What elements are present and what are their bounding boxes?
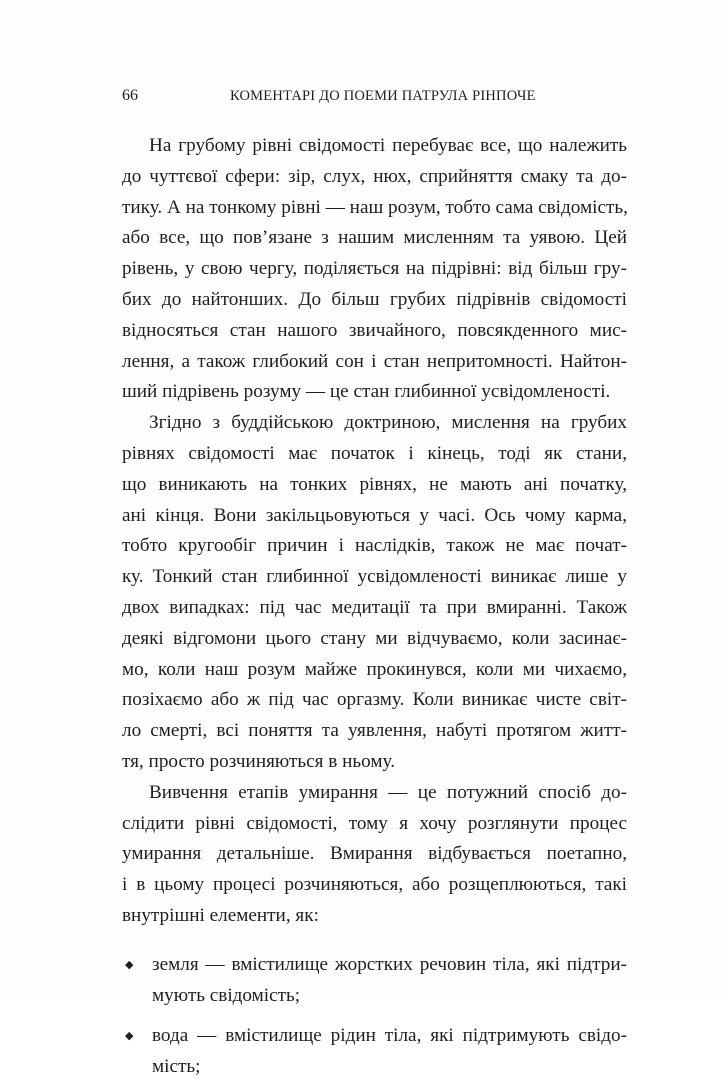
- text-line: лення, а також глибокий сон і стан непритомності. Найтон-: [122, 350, 627, 372]
- diamond-bullet-icon: ◆: [125, 958, 134, 971]
- text-line: слідити рівні свідомості, тому я хочу розглянути процес: [122, 812, 627, 834]
- text-line: рівень, у свою чергу, поділяється на підрівні: від більш гру-: [122, 258, 627, 280]
- text-line: бих до найтонших. До більш грубих підрівнів свідомості: [122, 288, 627, 310]
- text-line: тя, просто розчиняються в ньому.: [122, 750, 395, 772]
- text-line: до чуттєвої сфери: зір, слух, нюх, сприйняття смаку та до-: [122, 165, 627, 187]
- text-line: що виникають на тонких рівнях, не мають ані початку,: [122, 473, 627, 495]
- text-line: мують свідомість;: [152, 984, 301, 1006]
- text-line: ло смерті, всі поняття та уявлення, набуті протягом житт-: [122, 720, 627, 742]
- text-line: ку. Тонкий стан глибинної усвідомленості виникає лише у: [122, 566, 627, 588]
- list-item-water: [122, 1021, 627, 1083]
- text-line: мо, коли наш розум майже прокинувся, коли ми чихаємо,: [122, 658, 627, 680]
- text-line: рівнях свідомості має початок і кінець, тоді як стани,: [122, 442, 627, 464]
- text-line: позіхаємо або ж під час оргазму. Коли виникає чисте світ-: [122, 689, 627, 711]
- text-line: тобто кругообіг причин і наслідків, також не має почат-: [122, 535, 627, 557]
- body-text: [122, 131, 627, 1083]
- text-line: мість;: [152, 1056, 201, 1078]
- text-line: відносяться стан нашого звичайного, повсякденного мис-: [122, 319, 627, 341]
- text-line: тику. А на тонкому рівні — наш розум, тобто сама свідомість,: [122, 196, 628, 218]
- text-line: ший підрівень розуму — це стан глибинної усвідомленості.: [122, 381, 611, 403]
- list-spacer: [122, 932, 627, 950]
- text-line: і в цьому процесі розчиняються, або розщеплюються, такі: [122, 874, 627, 896]
- text-line: вода — вмістилище рідин тіла, які підтримують свідо-: [152, 1025, 627, 1047]
- paragraph-1: [122, 131, 627, 408]
- text-line: Вивчення етапів умирання — це потужний спосіб до-: [149, 781, 627, 803]
- text-line: ані кінця. Вони закільцьовуються у часі. Ось чому карма,: [122, 504, 627, 526]
- running-title: КОМЕНТАРІ ДО ПОЕМИ ПАТРУЛА РІНПОЧЕ: [230, 88, 536, 104]
- text-line: умирання детальніше. Вмирання відбувається поетапно,: [122, 843, 627, 865]
- diamond-bullet-icon: ◆: [125, 1030, 134, 1043]
- page-number: 66: [122, 87, 138, 104]
- text-line: деякі відгомони цього стану ми відчуваємо, коли засинає-: [122, 627, 627, 649]
- element-list: [122, 950, 627, 1083]
- paragraph-3: [122, 778, 627, 932]
- text-line: Згідно з буддійською доктриною, мислення на грубих: [149, 412, 627, 434]
- text-line: двох випадках: під час медитації та при вмиранні. Також: [122, 596, 627, 618]
- list-item-earth: [122, 950, 627, 1012]
- text-line: або все, що пов’язане з нашим мисленням та уявою. Цей: [122, 227, 627, 249]
- text-line: земля — вмістилище жорстких речовин тіла, які підтри-: [152, 953, 627, 975]
- text-line: внутрішні елементи, як:: [122, 904, 319, 926]
- text-line: На грубому рівні свідомості перебуває все, що належить: [149, 135, 627, 156]
- paragraph-2: [122, 408, 627, 778]
